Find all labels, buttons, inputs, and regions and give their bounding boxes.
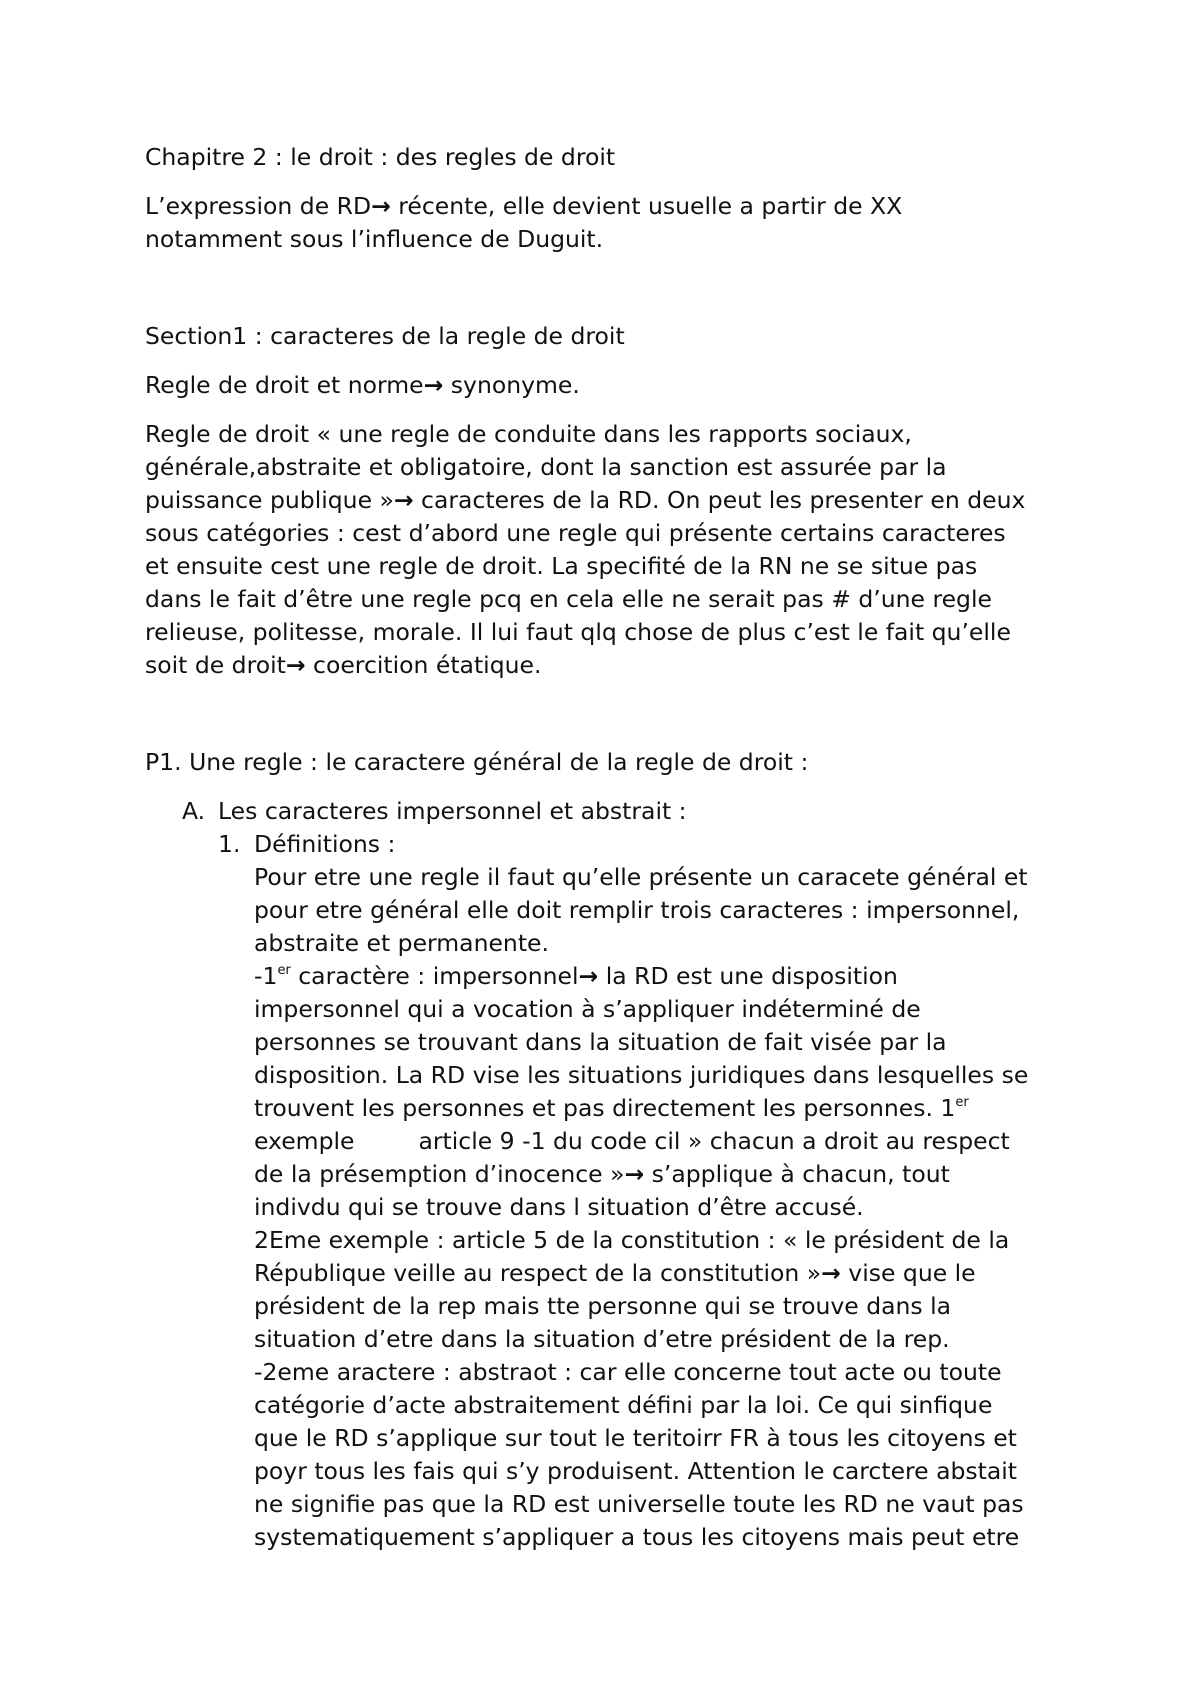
body-line: poyr tous les fais qui s’y produisent. Attention le carctere abstait bbox=[254, 1457, 1018, 1485]
arrow-icon: → bbox=[821, 1259, 841, 1287]
body-line: -2eme aractere : abstraot : car elle concerne tout acte ou toute bbox=[254, 1358, 1002, 1386]
definition-line-1: Regle de droit « une regle de conduite dans les rapports sociaux, bbox=[145, 420, 912, 448]
body-line: trouvent les personnes et pas directement les personnes. 1er bbox=[254, 1094, 969, 1122]
body-line: personnes se trouvant dans la situation de fait visée par la bbox=[254, 1028, 947, 1056]
definition-line-2: générale,abstraite et obligatoire, dont la sanction est assurée par la bbox=[145, 453, 947, 481]
list-marker: A. bbox=[182, 797, 206, 825]
definition-line-6: dans le fait d’être une regle pcq en cela elle ne serait pas # d’une regle bbox=[145, 585, 992, 613]
chapter-heading: Chapitre 2 : le droit : des regles de droit bbox=[145, 143, 616, 171]
body-line: exemple article 9 -1 du code cil » chacun a droit au respect bbox=[254, 1127, 1010, 1155]
synonyme-line: Regle de droit et norme→ synonyme. bbox=[145, 371, 580, 399]
definition-line-8: soit de droit→ coercition étatique. bbox=[145, 651, 542, 679]
intro-line-1: L’expression de RD→ récente, elle devient usuelle a partir de XX bbox=[145, 192, 903, 220]
arrow-icon: → bbox=[578, 962, 599, 990]
list-item-A: A. Les caracteres impersonnel et abstrait : bbox=[182, 795, 687, 828]
body-line: situation d’etre dans la situation d’etre président de la rep. bbox=[254, 1325, 950, 1353]
body-line: 2Eme exemple : article 5 de la constitution : « le président de la bbox=[254, 1226, 1010, 1254]
body-line: catégorie d’acte abstraitement défini par la loi. Ce qui sinfique bbox=[254, 1391, 993, 1419]
body-line: Pour etre une regle il faut qu’elle présente un caracete général et bbox=[254, 863, 1028, 891]
intro-line-2: notamment sous l’influence de Duguit. bbox=[145, 225, 604, 253]
body-line: impersonnel qui a vocation à s’appliquer indéterminé de bbox=[254, 995, 921, 1023]
arrow-icon: → bbox=[393, 486, 414, 514]
body-line: pour etre général elle doit remplir trois caracteres : impersonnel, bbox=[254, 896, 1020, 924]
p1-heading: P1. Une regle : le caractere général de la regle de droit : bbox=[145, 748, 809, 776]
body-line: République veille au respect de la constitution »→ vise que le bbox=[254, 1259, 976, 1287]
body-line: ne signifie pas que la RD est universelle toute les RD ne vaut pas bbox=[254, 1490, 1024, 1518]
list-marker: 1. bbox=[218, 830, 241, 858]
definition-line-3: puissance publique »→ caracteres de la RD. On peut les presenter en deux bbox=[145, 486, 1026, 514]
body-line: disposition. La RD vise les situations juridiques dans lesquelles se bbox=[254, 1061, 1029, 1089]
body-line: que le RD s’applique sur tout le teritoirr FR à tous les citoyens et bbox=[254, 1424, 1017, 1452]
arrow-icon: → bbox=[371, 192, 391, 220]
list-item-1: 1. Définitions : bbox=[218, 828, 395, 861]
body-line: abstraite et permanente. bbox=[254, 929, 549, 957]
definition-line-4: sous catégories : cest d’abord une regle qui présente certains caracteres bbox=[145, 519, 1006, 547]
definition-line-5: et ensuite cest une regle de droit. La specifité de la RN ne se situe pas bbox=[145, 552, 978, 580]
body-line: président de la rep mais tte personne qui se trouve dans la bbox=[254, 1292, 952, 1320]
definition-line-7: relieuse, politesse, morale. Il lui faut qlq chose de plus c’est le fait qu’elle bbox=[145, 618, 1011, 646]
arrow-icon: → bbox=[285, 651, 306, 679]
arrow-icon: → bbox=[624, 1160, 645, 1188]
body-line: -1er caractère : impersonnel→ la RD est une disposition bbox=[254, 962, 898, 990]
body-line: indivdu qui se trouve dans l situation d’être accusé. bbox=[254, 1193, 864, 1221]
body-line: systematiquement s’appliquer a tous les citoyens mais peut etre bbox=[254, 1523, 1020, 1551]
section1-heading: Section1 : caracteres de la regle de droit bbox=[145, 322, 625, 350]
body-line: de la présemption d’inocence »→ s’applique à chacun, tout bbox=[254, 1160, 950, 1188]
arrow-icon: → bbox=[423, 371, 444, 399]
